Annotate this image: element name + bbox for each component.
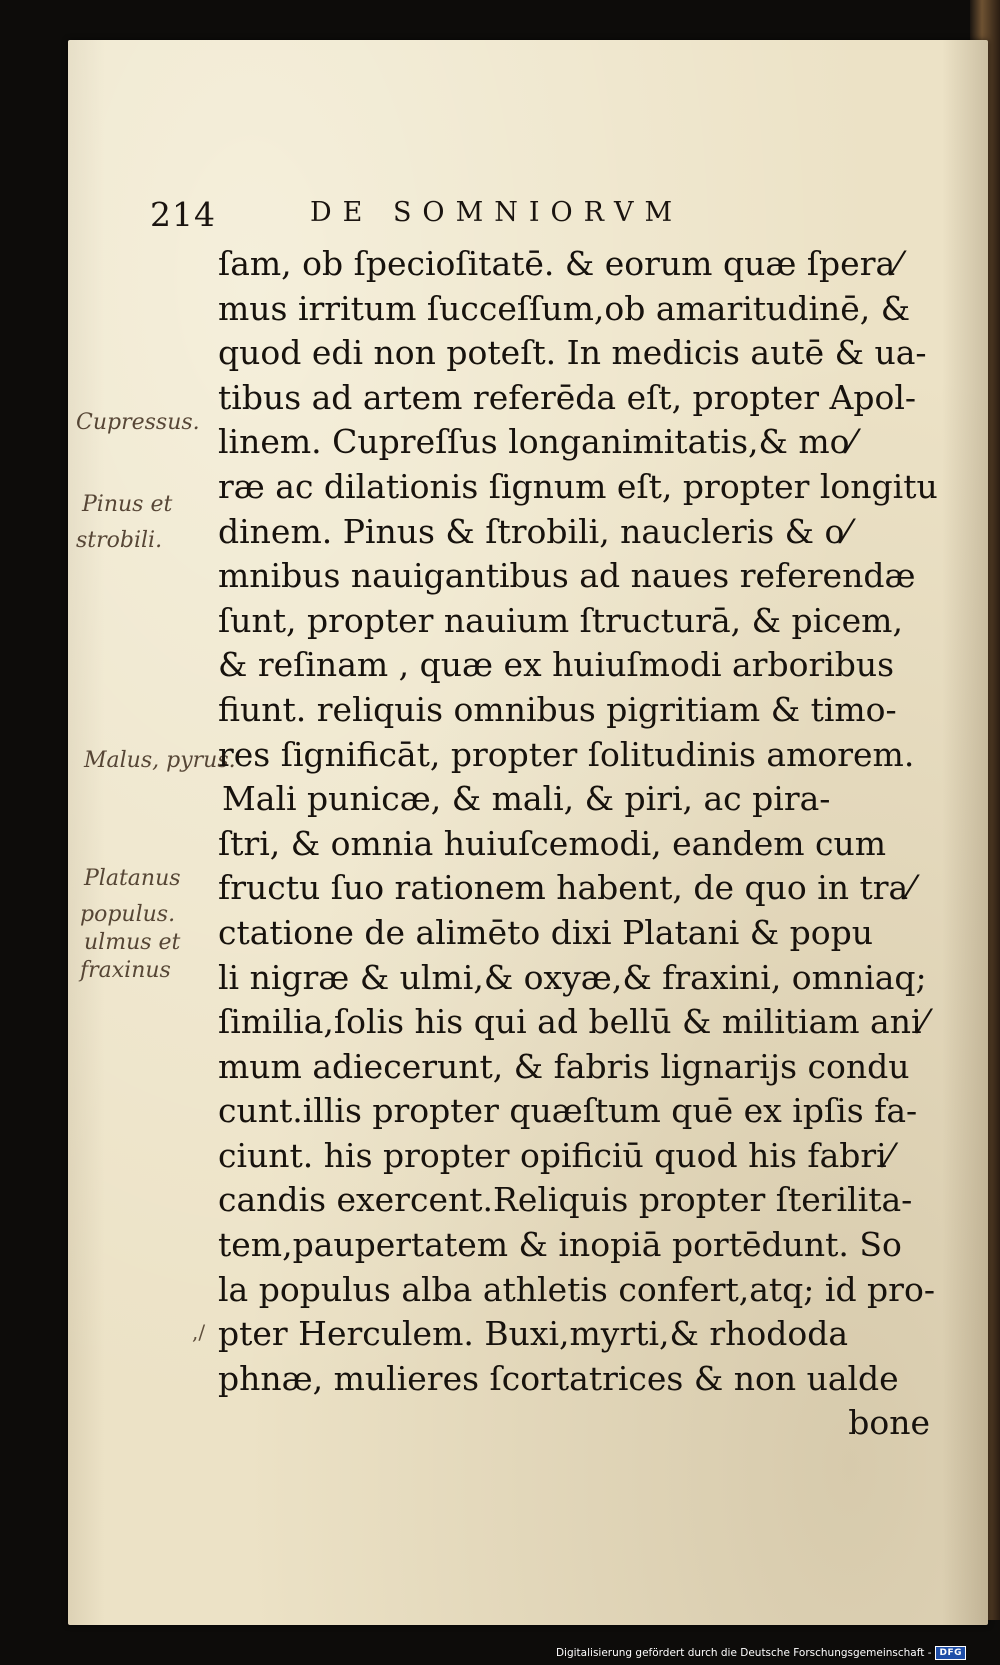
text-line: linem. Cupreſſus longanimitatis,& mo⁄ <box>218 422 856 462</box>
catchword: bone <box>848 1403 930 1443</box>
digitization-credit <box>556 1646 966 1660</box>
text-line: mnibus nauigantibus ad naues referendæ <box>218 556 916 596</box>
marginal-note: strobili. <box>76 528 163 553</box>
text-line: ſimilia,ſolis his qui ad bellū & militiam ani⁄ <box>218 1002 928 1042</box>
text-line: fructu ſuo rationem habent, de quo in tra⁄ <box>218 868 914 908</box>
text-line: ſtri, & omnia huiuſcemodi, eandem cum <box>218 823 887 863</box>
text-line: fiunt. reliquis omnibus pigritiam & timo- <box>218 689 897 729</box>
text-line: & reſinam , quæ ex huiuſmodi arboribus <box>218 645 895 685</box>
text-line: candis exercent.Reliquis propter ſterilita- <box>218 1180 913 1220</box>
text-line: la populus alba athletis confert,atq; id pro- <box>218 1269 935 1309</box>
text-line: ræ ac dilationis ſignum eſt, propter longitu <box>218 466 938 506</box>
text-line: ſam, ob ſpecioſitatē. & eorum quæ ſpera⁄ <box>218 244 901 283</box>
marginal-note: Platanus <box>84 866 181 891</box>
text-line: Mali punicæ, & mali, & piri, ac pira- <box>222 779 831 819</box>
marginal-note: ulmus et <box>84 930 181 955</box>
marginal-note: Pinus et <box>82 492 173 517</box>
text-line: li nigræ & ulmi,& oxyæ,& fraxini, omniaq; <box>218 957 927 997</box>
credit-text: Digitalisierung gefördert durch die Deutsche Forschungsgemeinschaft - <box>555 1647 932 1659</box>
margin-mark: ,/ <box>192 1320 206 1344</box>
page-number: 214 <box>150 195 216 234</box>
running-head: DE SOMNIORVM <box>310 197 684 228</box>
page-header <box>150 195 800 235</box>
text-line: ctatione de alimēto dixi Platani & popu <box>218 912 873 952</box>
text-line: cunt.illis propter quæſtum quē ex ipſis fa- <box>218 1091 918 1131</box>
text-line: tibus ad artem referēda eſt, propter Apol- <box>218 377 917 417</box>
marginal-note: populus. <box>80 902 176 927</box>
text-line: mum adiecerunt, & fabris lignarijs condu <box>218 1046 910 1086</box>
text-line: res ſignificāt, propter ſolitudinis amorem. <box>218 734 915 774</box>
marginal-note: Cupressus. <box>76 410 200 435</box>
text-line: quod edi non poteſt. In medicis autē & ua- <box>218 333 927 373</box>
text-line: phnæ, mulieres ſcortatrices & non ualde <box>218 1358 899 1398</box>
text-line: ſunt, propter nauium ſtructurā, & picem, <box>218 600 903 640</box>
text-line: mus irritum ſucceſſum,ob amaritudinē, & <box>218 288 911 328</box>
marginal-note: fraxinus <box>80 958 171 983</box>
text-line: ciunt. his propter opificiū quod his fabri⁄ <box>218 1135 893 1175</box>
marginal-note: Malus, pyrus. <box>84 748 236 773</box>
text-line: pter Herculem. Buxi,myrti,& rhododa <box>218 1314 849 1354</box>
marginalia <box>76 0 236 1665</box>
text-line: tem,paupertatem & inopiā portēdunt. So <box>218 1225 902 1265</box>
text-line: dinem. Pinus & ſtrobili, naucleris & o⁄ <box>218 511 850 551</box>
dfg-logo: DFG <box>935 1646 966 1660</box>
latin-text-block <box>218 242 938 1446</box>
